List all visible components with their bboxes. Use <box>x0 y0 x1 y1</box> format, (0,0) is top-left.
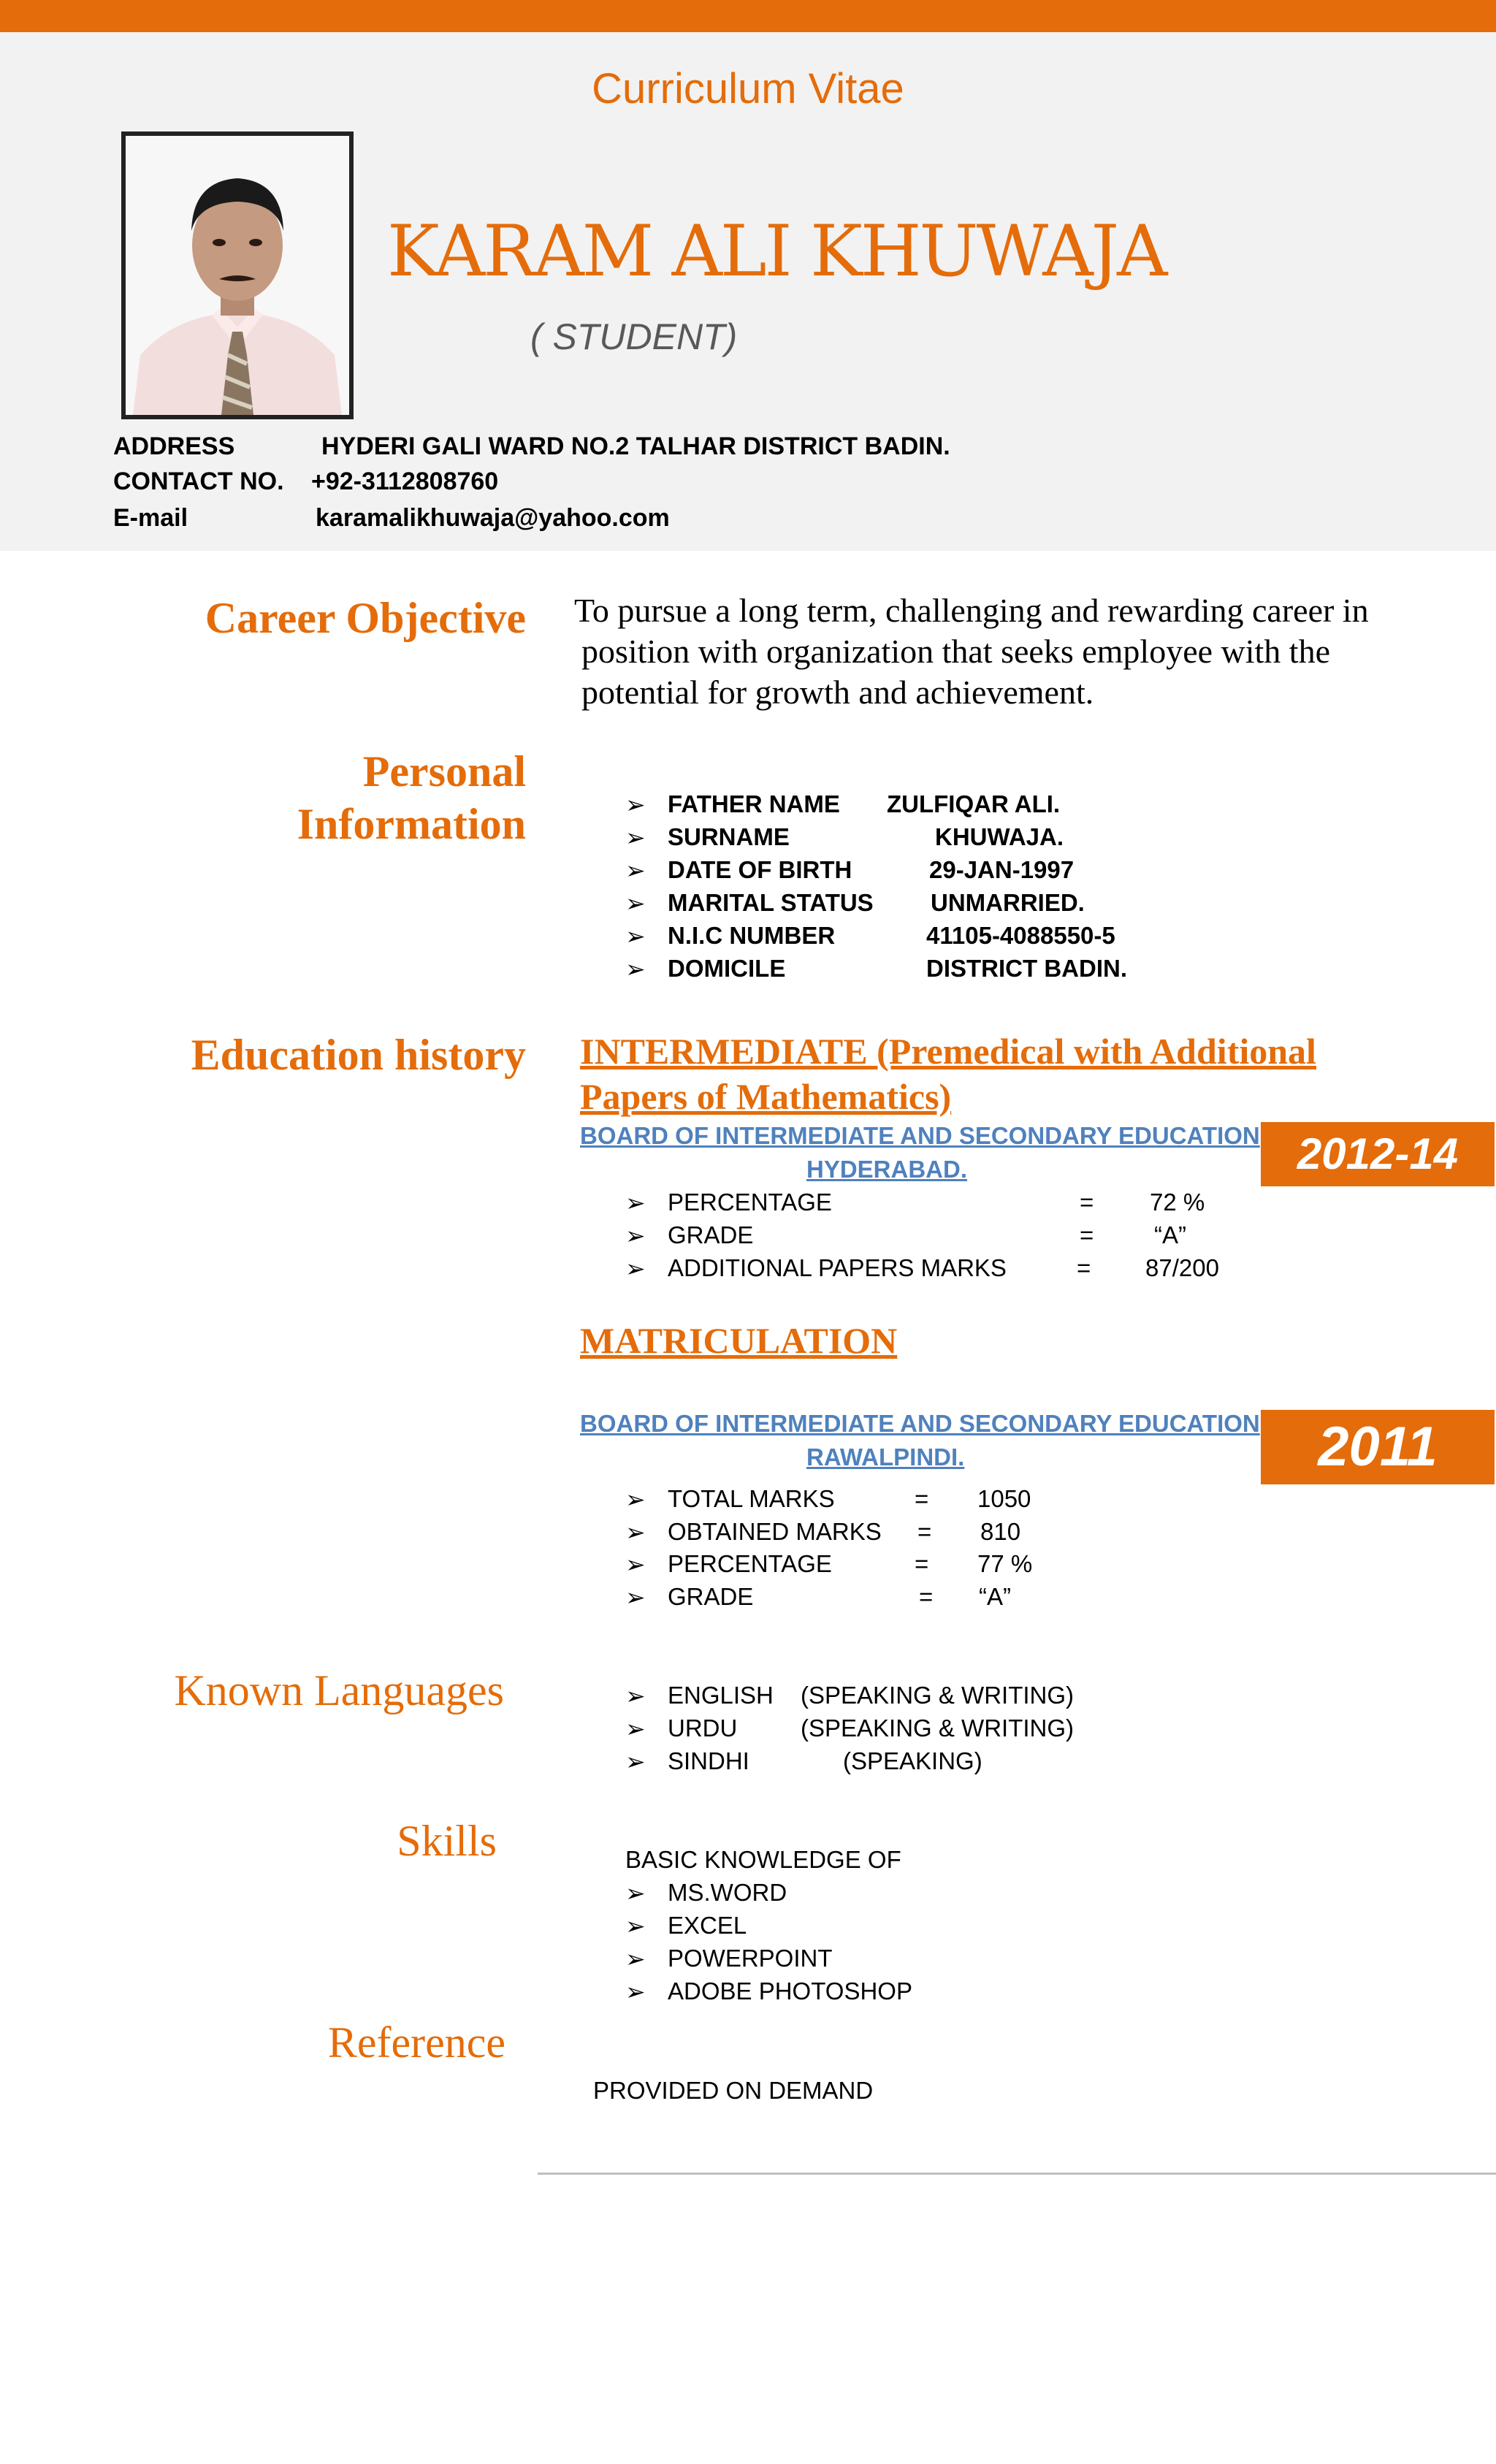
intermediate-heading-line2: Papers of Mathematics) <box>580 1076 952 1117</box>
objective-line: position with organization that seeks employee with the <box>581 633 1331 670</box>
arrow-bullet-icon: ➢ <box>625 857 646 884</box>
skills-title: Skills <box>397 1817 497 1865</box>
arrow-bullet-icon: ➢ <box>625 890 646 917</box>
bottom-divider <box>538 2173 1496 2175</box>
arrow-bullet-icon: ➢ <box>625 1584 646 1611</box>
matriculation-board-line2: RAWALPINDI. <box>806 1443 965 1471</box>
arrow-bullet-icon: ➢ <box>625 1715 646 1742</box>
career-objective-title: Career Objective <box>205 594 526 642</box>
arrow-bullet-icon: ➢ <box>625 1486 646 1513</box>
arrow-bullet-icon: ➢ <box>625 1255 646 1282</box>
arrow-bullet-icon: ➢ <box>625 1682 646 1709</box>
personal-title-line2: Information <box>297 800 526 848</box>
reference-title: Reference <box>327 2018 505 2067</box>
education-history-title: Education history <box>191 1031 526 1079</box>
known-languages-title: Known Languages <box>174 1666 504 1714</box>
phone-value: +92-3112808760 <box>311 468 499 495</box>
arrow-bullet-icon: ➢ <box>625 1880 646 1907</box>
matriculation-board-line1: BOARD OF INTERMEDIATE AND SECONDARY EDUCATION <box>580 1410 1260 1437</box>
objective-line: potential for growth and achievement. <box>581 674 1094 711</box>
matriculation-year-badge: 2011 <box>1261 1410 1495 1484</box>
personal-title-line1: Personal <box>362 747 526 796</box>
reference-text: PROVIDED ON DEMAND <box>593 2077 874 2104</box>
email-label: E-mail <box>113 504 188 532</box>
matriculation-heading: MATRICULATION <box>580 1320 898 1361</box>
arrow-bullet-icon: ➢ <box>625 1551 646 1578</box>
arrow-bullet-icon: ➢ <box>625 1978 646 2005</box>
arrow-bullet-icon: ➢ <box>625 1519 646 1546</box>
arrow-bullet-icon: ➢ <box>625 923 646 950</box>
top-accent-bar <box>0 0 1496 32</box>
intermediate-board-line2: HYDERABAD. <box>806 1156 968 1183</box>
arrow-bullet-icon: ➢ <box>625 1748 646 1775</box>
arrow-bullet-icon: ➢ <box>625 1945 646 1972</box>
candidate-name: KARAM ALI KHUWAJA <box>387 210 1166 292</box>
arrow-bullet-icon: ➢ <box>625 1189 646 1216</box>
career-objective-text <box>574 590 1473 713</box>
skills-intro: BASIC KNOWLEDGE OF <box>625 1846 901 1873</box>
intermediate-board-line1: BOARD OF INTERMEDIATE AND SECONDARY EDUCATION <box>580 1122 1260 1149</box>
objective-line: To pursue a long term, challenging and rewarding career in <box>574 592 1369 629</box>
arrow-bullet-icon: ➢ <box>625 1222 646 1249</box>
intermediate-year-badge: 2012-14 <box>1261 1122 1495 1186</box>
intermediate-heading-line1: INTERMEDIATE (Premedical with Additional <box>580 1031 1316 1072</box>
document-title: Curriculum Vitae <box>592 65 904 112</box>
arrow-bullet-icon: ➢ <box>625 791 646 818</box>
arrow-bullet-icon: ➢ <box>625 1912 646 1939</box>
personal-info-title <box>88 745 526 850</box>
address-value: HYDERI GALI WARD NO.2 TALHAR DISTRICT BADIN. <box>321 432 950 460</box>
profile-photo <box>121 131 354 419</box>
email-value: karamalikhuwaja@yahoo.com <box>316 504 670 532</box>
arrow-bullet-icon: ➢ <box>625 824 646 851</box>
arrow-bullet-icon: ➢ <box>625 956 646 983</box>
candidate-role: ( STUDENT) <box>530 316 738 357</box>
address-label: ADDRESS <box>113 432 235 460</box>
phone-label: CONTACT NO. <box>113 468 284 495</box>
